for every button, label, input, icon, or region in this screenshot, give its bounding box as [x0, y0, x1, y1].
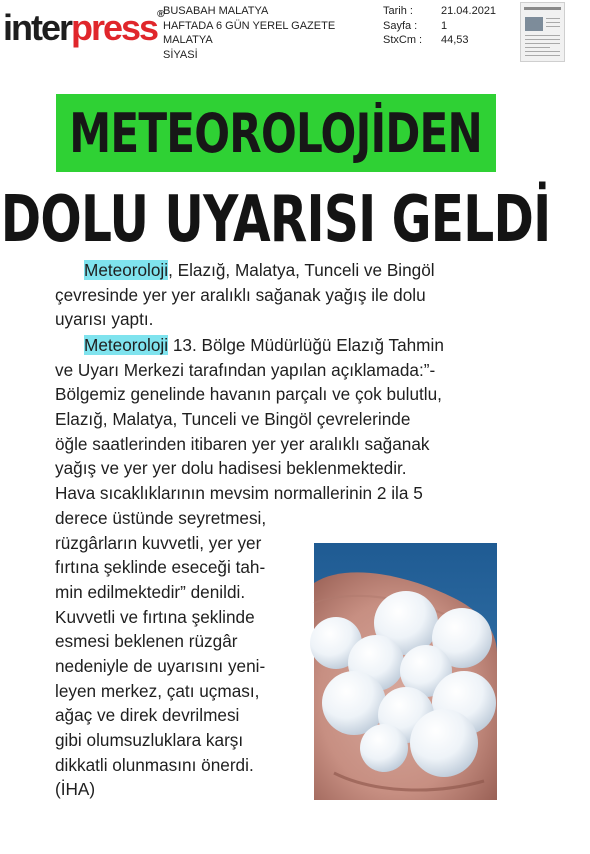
text-line: yağış ve yer yer dolu hadisesi beklenmektedir. [55, 458, 407, 479]
text-line: derece üstünde seyretmesi, [55, 507, 267, 528]
highlighted-keyword: Meteoroloji [84, 335, 169, 355]
text-line: esmesi beklenen rüzgâr [55, 631, 238, 652]
text-line: (İHA) [55, 779, 96, 800]
hailstones-photo [314, 543, 497, 800]
meta-date-value: 21.04.2021 [441, 5, 497, 17]
text-line: dikkatli olunmasını önerdi. [55, 754, 254, 775]
headline-bottom: DOLU UYARISI GELDİ [1, 183, 551, 257]
thumbnail-text-line [525, 51, 560, 52]
highlighted-keyword: Meteoroloji [84, 260, 169, 280]
thumbnail-text-line [546, 18, 560, 19]
text-segment: 13. Bölge Müdürlüğü Elazığ Tahmin [168, 335, 444, 355]
publication-city: MALATYA [163, 34, 213, 46]
page-thumbnail[interactable] [520, 2, 565, 62]
text-line: uyarısı yaptı. [55, 309, 154, 330]
headline-bottom-block [1, 178, 551, 262]
meta-page-value: 1 [441, 19, 448, 32]
thumbnail-masthead [524, 7, 561, 10]
text-line [55, 333, 500, 358]
meta-page-label: Sayfa : [383, 19, 418, 32]
thumbnail-text-line [525, 47, 550, 48]
text-line: Hava sıcaklıklarının mevsim normallerinin 2 ila 5 [55, 483, 423, 504]
text-line: leyen merkez, çatı uçması, [55, 680, 260, 701]
headline-top-band [56, 94, 496, 172]
logo-text: interpress [3, 7, 158, 48]
publication-frequency: HAFTADA 6 GÜN YEREL GAZETE [163, 19, 336, 32]
meta-size-row [383, 33, 496, 48]
text-line: rüzgârların kuvvetli, yer yer [55, 532, 262, 553]
meta-page-row [383, 19, 496, 34]
text-line: ve Uyarı Merkezi tarafından yapılan açıklamada:”- [55, 359, 436, 380]
registered-mark: ® [157, 9, 165, 20]
text-line: Bölgemiz genelinde havanın parçalı ve çok bulutlu, [55, 384, 442, 405]
thumbnail-text-line [525, 35, 560, 36]
thumbnail-text-line [525, 39, 560, 40]
meta-date-row [383, 4, 496, 19]
text-line: Elazığ, Malatya, Tunceli ve Bingöl çevrelerinde [55, 409, 411, 430]
text-line [55, 258, 500, 283]
thumbnail-photo [525, 17, 543, 31]
text-line: min edilmektedir” denildi. [55, 581, 246, 602]
text-line: ağaç ve direk devrilmesi [55, 705, 240, 726]
interpress-logo [3, 7, 165, 48]
meta-date-label: Tarih : [383, 5, 413, 17]
paragraph-1 [55, 258, 500, 332]
text-line: fırtına şeklinde eseceği tah- [55, 557, 266, 578]
text-line: öğle saatlerinden itibaren yer yer aralıklı sağanak [55, 433, 430, 454]
text-line: çevresinde yer yer aralıklı sağanak yağış ile dolu [55, 284, 426, 305]
thumbnail-text-line [546, 22, 560, 23]
headline-top: METEOROLOJİDEN [69, 101, 483, 165]
meta-size-value: 44,53 [441, 34, 469, 46]
text-line: nedeniyle de uyarısını yeni- [55, 655, 266, 676]
clipping-meta [383, 4, 496, 48]
meta-size-label: StxCm : [383, 34, 423, 46]
publication-name: BUSABAH MALATYA [163, 5, 269, 17]
thumbnail-text-line [546, 26, 560, 27]
hailstones-illustration [314, 543, 497, 800]
text-segment: , Elazığ, Malatya, Tunceli ve Bingöl [168, 260, 435, 280]
text-line: Kuvvetli ve fırtına şeklinde [55, 606, 255, 627]
thumbnail-text-line [525, 43, 560, 44]
publication-category: SİYASİ [163, 48, 198, 61]
text-line: gibi olumsuzluklara karşı [55, 730, 244, 750]
thumbnail-text-line [525, 55, 560, 56]
publication-info [163, 4, 335, 62]
